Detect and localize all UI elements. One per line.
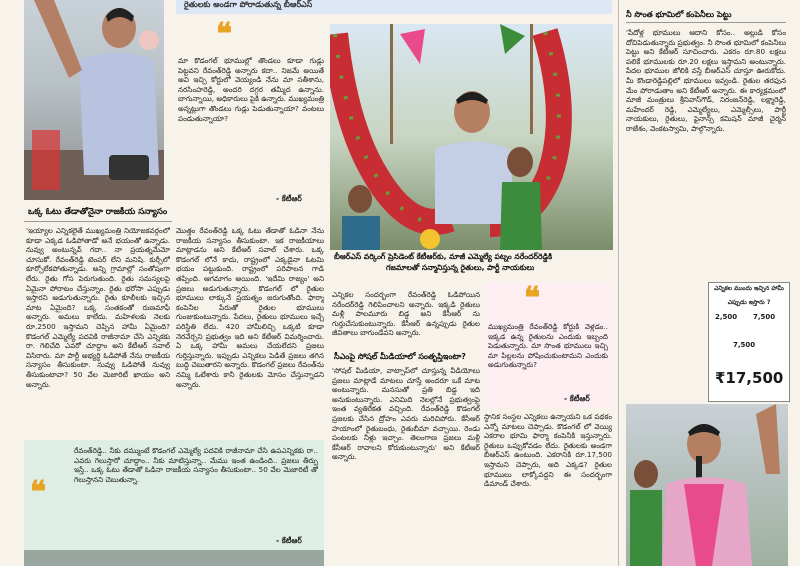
left-photo-figure — [24, 0, 164, 200]
top-strip — [176, 0, 612, 14]
quote-1-signature: - కేటీఆర్ — [276, 194, 302, 203]
quote-1-text: మా కొడంగల్ భూముల్లో తొండలు కూడా గుడ్లు పెట్టవని రేవంత్‌రెడ్డి అన్నారు కదా.. నిజమే అయితే అవి ఇచ్చి కోర్టులో వెయ్యండి నేను మా సతీశాను, నరసింహరెడ్డి, అందరి దగ్గర తమ్మీద ఉన్నాను. బాగున్నాయి, అధికారులు పైకి ఉన్నారు. ముఖ్యమంత్రి అన్నట్లుగా తొండలు గుడ్లు పెడుతున్నాయా? వంటలు పండుతున్నాయా? — [178, 56, 324, 123]
headline-rule — [626, 22, 786, 23]
center-body-upper: ఎన్నికల సందర్భంగా రేవంత్‌రెడ్డి ఓడిపోయిన నరేందర్‌రెడ్డి గెలిపించాలని అన్నారు. ఇక్కడి రైతులు మళ్లీ పాలమూరు బిడ్డ అని కేసీఆర్ ను గుర్తుచేసుకుంటున్నారు. కేసీఆర్ ఉన్నప్పుడు రైతుల జీవితాలు బాగుండేవని అన్నారు. — [332, 290, 480, 338]
column-divider — [618, 0, 619, 566]
right-bottom-photo — [626, 404, 788, 566]
column-2-body: మొత్తం రేవంత్‌రెడ్డి ఒక్క ఓటు తేడాతో ఓడినా నేను రాజకీయ సన్యాసం తీసుకుంటా. ఇక రాజకీయాలు మాట్లాడను అని కేటీఆర్ సవాల్ చేశారు. ఒక్క కొడంగల్ లోనే కాదు, రాష్ట్రంలో ఎక్కడైనా ఓటమి భయం పట్టుకుంది. రాష్ట్రంలో పరిపాలన గాడి తప్పింది. ఆగమాగం అయింది. 'ఇదేమి రాజ్యం' అని ప్రజలు అడుగుతున్నారు. కొడంగల్ లో రైతుల భూములు లాక్కునే ప్రయత్నం జరుగుతోంది. ఫార్మా కంపెనీల పేరుతో రైతుల భూములు గుంజుకుంటున్నారు. పేదలు, రైతులు భూములు ఇచ్చే పరిస్థితి లేదు. 420 హామీలిచ్చి ఒక్కటి కూడా నెరవేర్చని ప్రభుత్వం ఇది అని కేటీఆర్ విమర్శించారు. ఏ ఒక్క హామీ అమలు చేయలేదని ప్రజలు గుర్తిస్తున్నారు. ఇప్పుడు ఎన్నికలు పెడితే ప్రజలు తగిన బుద్ధి చెబుతారని అన్నారు. కొడంగల్ ప్రజలు రేవంత్‌ను నమ్మి ఓటేశారు కానీ రైతులకు మోసం చేస్తున్నాడని అన్నారు. — [176, 226, 324, 389]
placard-line-1: ఎన్నికల ముందు ఇచ్చిన హామీ — [714, 285, 784, 292]
placard-amount-3: 7,500 — [733, 341, 756, 349]
quote-mark-icon: ❝ — [30, 475, 47, 510]
right-column-body-top: 'పేదోళ్ల భూములు ఆదాని కోసం.. అల్లుడి కోసం దోచిపెడుతున్నారు ప్రభుత్వం. నీ సొంత భూమిలో కంపెనీలు పెట్టు అని కేటీఆర్ సూచించారు. ఎకరం రూ.80 లక్షలు పలికే భూములకు రూ.20 లక్షలు ఇస్తామని అంటున్నారు. పేదల భూముల జోలికి వస్తే బీఆర్‌ఎస్ చూస్తూ ఊరుకోదు. మీ కొండారెడ్డిపల్లిలో భూములు ఇవ్వండి. రైతుల తరఫున మేం పోరాడుతాం అని కేటీఆర్ అన్నారు. ఈ కార్యక్రమంలో మాజీ మంత్రులు శ్రీనివాస్‌గౌడ్, నిరంజన్‌రెడ్డి, లక్ష్మారెడ్డి, మహేందర్ రెడ్డి, ఎమ్మెల్యేలు, ఎమ్మెల్సీలు, పార్టీ నాయకులు, రైతులు, ఫైనాన్స్ కమిషన్ మాజీ చైర్మన్ రాజేశం, వెంకటస్వామి, పాల్గొన్నారు. — [626, 28, 786, 133]
quote-2-text: ముఖ్యమంత్రి రేవంత్‌రెడ్డి కోర్టుకి వెళ్లడం.. ఇక్కడ ఉన్న రైతులను ఎందుకు ఇబ్బంది పెడుతున్నారు. మా సొంత భూములు ఇచ్చి మా పిల్లలను పోషించుకుంటామని ఎందుకు అడుగుతున్నారు? — [488, 322, 608, 370]
center-caption-line-2: గజమాలతో సన్మానిస్తున్న రైతులు, పార్టీ నాయకులు — [386, 263, 535, 272]
quote-box-3 — [24, 440, 324, 550]
placard-line-2: ఎప్పుడు ఇస్తారు ? — [727, 299, 771, 306]
center-photo-scene — [330, 24, 613, 250]
quote-3-text: రేవంత్‌రెడ్డి.. నీకు దమ్ముంటే కొడంగల్ ఎమ్మెల్యే పదవికి రాజీనామా చేసి ఉపఎన్నికకు రా.. ఎవరు గెలుస్తారో చూద్దాం.. నీకు మాటిస్తున్నా.. మేము ఇంత ఉండింది.. ప్రజలు తీర్పు ఇస్తే.. ఒక్క ఓటు తేడాతో ఓడినా రాజకీయ సన్యాసం తీసుకుంటా.. 50 వేల మెజారిటీ తో గెలుస్తానని చెబుతున్నా. — [74, 446, 318, 484]
placard-amount-2: 7,500 — [753, 313, 776, 321]
left-caption-box — [24, 203, 172, 222]
top-strip-text: రైతులకు అండగా పోరాడుతున్న బీఆర్‌ఎస్ — [184, 0, 313, 9]
placard-big-amount: ₹17,500 — [715, 369, 784, 387]
placard-amount-1: 2,500 — [715, 313, 738, 321]
quote-mark-icon: ❝ — [216, 17, 233, 52]
center-photo — [330, 24, 613, 250]
center-caption-box — [330, 252, 613, 276]
center-caption-line-1: బీఆర్‌ఎస్ వర్కింగ్ ప్రెసిడెంట్ కేటీఆర్‌కు, మాజీ ఎమ్మెల్యే పట్నం నరేందర్‌రెడ్డికి — [334, 252, 553, 261]
quote-2-signature: - కేటీఆర్ — [564, 394, 590, 403]
center-body-lower: 'సోషల్ మీడియా, వాట్సాప్‌లో చూస్తున్న వీడియోలు ప్రజలు మాట్లాడే మాటలు చూస్తే అందరూ ఒకే మాట అంటున్నారు. మనసుతో ప్రతి బిడ్డ ఇది అనుకుంటున్నారు. ఎనిమిది నెలల్లోనే ప్రభుత్వంపై ఇంత వ్యతిరేకత వచ్చింది. రేవంత్‌రెడ్డి కొడంగల్ ప్రజలకు చేసిన ద్రోహం ఎవరు మరిచిపోరు. కేసీఆర్ హయాంలో రైతుబంధు, రైతుబీమా వచ్చాయి. రెండు పంటలకు నీళ్లు ఇచ్చాం. తెలంగాణ ప్రజలు మళ్లీ కేసీఆర్ రావాలని కోరుకుంటున్నారు' అని కేటీఆర్ అన్నారు. — [332, 366, 480, 462]
bottom-photo-strip — [24, 550, 324, 566]
column-1-body: 'ఇయ్యాల ఎన్నికలైతే ముఖ్యమంత్రి నియోజకవర్గంలో కూడా ఎక్కడ ఓడిపోతాడో అనే భయంతో ఉన్నాడు. నువ్వు అంటున్నవ్ గదా.. నా ప్రయత్నమేమో చూసుకో. రేవంత్‌రెడ్డి టెంపర్ లేని మనిషి. కుర్చీలో కూర్చోలేకపోతున్నాడు. అన్ని గ్రామాల్లో సంతోషంగా లేరు. రైతు గోస పెరుగుతుంది. రైతు సమస్యలపై ఏమైనా పోరాటం చేస్తున్నాం. రైతు భరోసా ఎప్పుడు ఇస్తారని అడుగుతున్నారు. రైతు కూలీలకు ఇచ్చిన మాట ఏమైంది? ఒక్క సంతకంతో రుణమాఫీ అన్నారు. అమలు కాలేదు. మహిళలకు నెలకు రూ.2500 ఇస్తామని చెప్పిన హామీ ఏమైంది? కొడంగల్ ఎమ్మెల్యే పదవికి రాజీనామా చేసి ఎన్నికకు రా. గెలిచేది ఎవరో చూద్దాం అని కేటీఆర్ సవాల్ విసిరారు. మా పార్టీ అభ్యర్థి ఓడిపోతే నేను రాజకీయ సన్యాసం తీసుకుంటా. నువ్వు ఓడిపోతే నువ్వు తీసుకుంటావా? 50 వేల మెజారిటీ ఖాయం అని అన్నారు. — [26, 226, 170, 389]
quote-box-2 — [484, 282, 612, 408]
quote-box-1 — [176, 17, 326, 208]
center-subheadline: సీఎంపై సోషల్ మీడియాలో సంతృప్తిఇంటా? — [334, 352, 466, 361]
quote-3-signature: - కేటీఆర్ — [276, 536, 302, 545]
left-photo-caption: ఒక్క ఓటు తేడాతోనైనా రాజకీయ సన్యాసం — [28, 207, 168, 217]
right-column-headline: నీ సొంత భూమిలో కంపెనీలు పెట్టు — [626, 10, 732, 19]
placard — [708, 282, 790, 402]
speaker-photo-scene — [626, 404, 788, 566]
center-right-body: స్థానిక సంస్థల ఎన్నికలు ఉన్నాయని ఒక పథకం ఎన్నో మాటలు చెప్పాడు. కొడంగల్ లో వెయ్యి ఎకరాల భూమి ఫార్మా కంపెనీకి ఇస్తున్నారు. రైతులు ఒప్పుకోవడం లేదు. రైతులకు అండగా బీఆర్‌ఎస్ ఉంటుంది. ఎకరానికి రూ.17,500 ఇస్తామని చెప్పారు, అది ఎక్కడ? రైతుల భూములు లాక్కోవద్దని ఈ సందర్భంగా డిమాండ్ చేశారు. — [484, 412, 612, 489]
quote-mark-icon: ❝ — [524, 281, 541, 316]
left-photo — [24, 0, 164, 200]
right-column-body-bottom — [626, 276, 706, 404]
